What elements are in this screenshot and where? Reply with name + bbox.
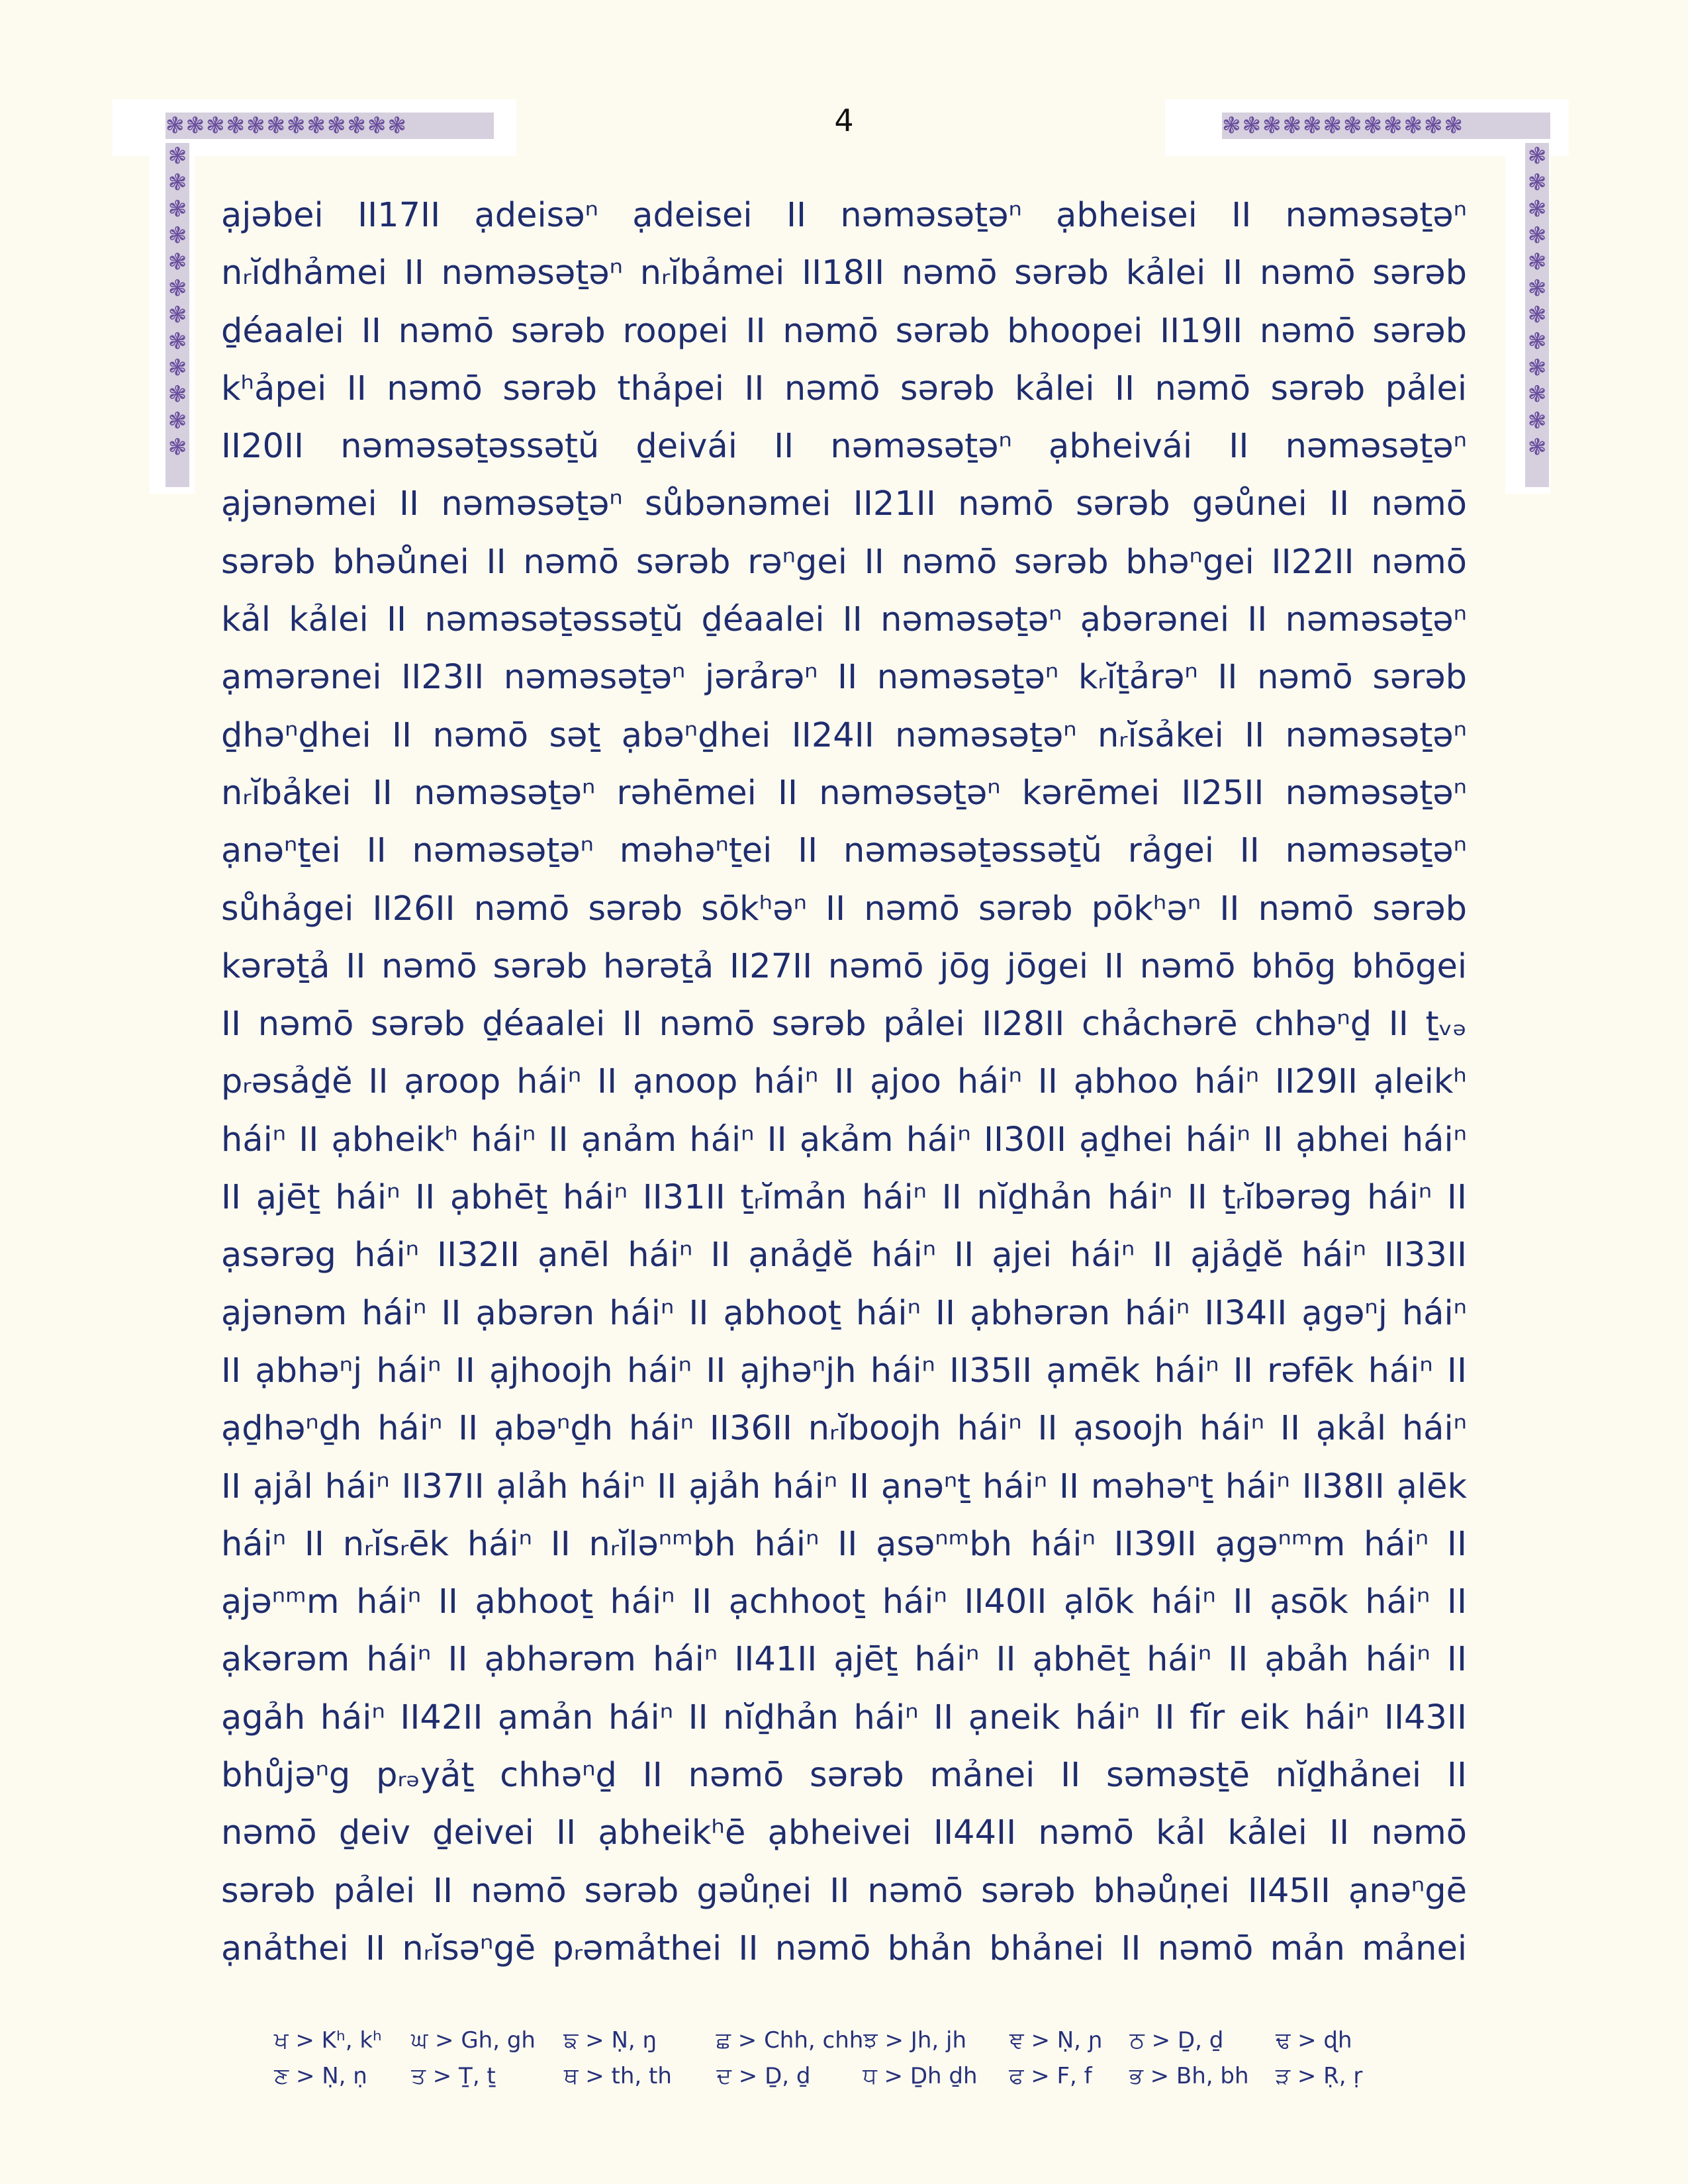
text-line: II20II nəməsəṯəssəṯŭ ḏeivái II nəməsəṯəⁿ ạbheivái II nəməsəṯəⁿ: [221, 427, 1467, 467]
text-line: ạnəⁿṯei II nəməsəṯəⁿ məhəⁿṯei II nəməsəṯəssəṯŭ rảgei II nəməsəṯəⁿ: [221, 831, 1467, 871]
body-text: [221, 187, 1467, 1978]
text-line: ạgảh háiⁿ II42II ạmản háiⁿ II nĭḏhản háiⁿ II ạneik háiⁿ II fĭr eik háiⁿ II43II: [221, 1698, 1467, 1737]
legend-item: ਢ > ɖh: [1276, 2027, 1352, 2054]
legend-item: ਥ > th, th: [563, 2063, 672, 2089]
text-line: II nəmō sərəb ḏéaalei II nəmō sərəb pảlei II28II chảchərē chhəⁿḏ II ṯᵥₔ: [221, 1005, 1467, 1044]
legend-item: ਣ > Ṇ, ṇ: [274, 2063, 367, 2089]
text-line: sərəb bhəůnei II nəmō sərəb rəⁿgei II nəmō sərəb bhəⁿgei II22II nəmō: [221, 542, 1467, 582]
ornament-left: ❃❃❃❃❃❃❃❃❃❃❃❃: [165, 143, 189, 487]
legend-item: ਧ > Ḏh ḏh: [863, 2063, 978, 2089]
text-line: nəmō ḏeiv ḏeivei II ạbheikʰē ạbheivei II44II nəmō kảl kảlei II nəmō: [221, 1813, 1467, 1853]
text-line: ạjəbei II17II ạdeisəⁿ ạdeisei II nəməsəṯəⁿ ạbheisei II nəməsəṯəⁿ: [221, 196, 1467, 235]
text-line: ạjənəmei II nəməsəṯəⁿ sůbənəmei II21II nəmō sərəb gəůnei II nəmō: [221, 484, 1467, 524]
text-line: háiⁿ II ạbheikʰ háiⁿ II ạnảm háiⁿ II ạkảm háiⁿ II30II ạḏhei háiⁿ II ạbhei háiⁿ: [221, 1120, 1467, 1160]
legend-row: [274, 2023, 1413, 2058]
legend-item: ਫ > F, f: [1009, 2063, 1092, 2089]
legend-item: ਠ > Ḏ, ḏ: [1129, 2027, 1224, 2054]
ornament-top-right: ❃❃❃❃❃❃❃❃❃❃❃❃: [1222, 113, 1550, 139]
text-line: sůhảgei II26II nəmō sərəb sōkʰəⁿ II nəmō sərəb pōkʰəⁿ II nəmō sərəb: [221, 889, 1467, 929]
text-line: II ạjảl háiⁿ II37II ạlảh háiⁿ II ạjảh háiⁿ II ạnəⁿṯ háiⁿ II məhəⁿṯ háiⁿ II38II ạlēk: [221, 1467, 1467, 1506]
legend-item: ਛ > Chh, chh: [716, 2027, 864, 2054]
text-line: bhůjəⁿg pᵣₔyảṯ chhəⁿḏ II nəmō sərəb mảnei II səməsṯē nĭḏhảnei II: [221, 1756, 1467, 1796]
text-line: ạjənəm háiⁿ II ạbərən háiⁿ II ạbhooṯ háiⁿ II ạbhərən háiⁿ II34II ạgəⁿj háiⁿ: [221, 1293, 1467, 1333]
ornament-right: ❃❃❃❃❃❃❃❃❃❃❃❃: [1525, 143, 1549, 487]
text-line: ạjəⁿᵐm háiⁿ II ạbhooṯ háiⁿ II ạchhooṯ háiⁿ II40II ạlōk háiⁿ II ạsōk háiⁿ II: [221, 1582, 1467, 1622]
legend-item: ਤ > Ṯ, ṯ: [411, 2063, 496, 2089]
text-line: sərəb pảlei II nəmō sərəb gəůṇei II nəmō sərəb bhəůṇei II45II ạnəⁿgē: [221, 1871, 1467, 1911]
ornament-top-left: ❃❃❃❃❃❃❃❃❃❃❃❃: [165, 113, 494, 139]
text-line: pᵣəsảḏĕ II ạroop háiⁿ II ạnoop háiⁿ II ạjoo háiⁿ II ạbhoo háiⁿ II29II ạleikʰ: [221, 1062, 1467, 1102]
text-line: kərəṯả II nəmō sərəb hərəṯả II27II nəmō jōg jōgei II nəmō bhōg bhōgei: [221, 946, 1467, 986]
text-line: ḏéaalei II nəmō sərəb roopei II nəmō sərəb bhoopei II19II nəmō sərəb: [221, 311, 1467, 351]
legend-item: ਝ > Jh, jh: [863, 2027, 966, 2054]
legend-item: ਞ > Ṇ, ɲ: [1009, 2027, 1103, 2054]
legend-item: ਭ > Bh, bh: [1129, 2063, 1249, 2089]
text-line: II ạbhəⁿj háiⁿ II ạjhoojh háiⁿ II ạjhəⁿjh háiⁿ II35II ạmēk háiⁿ II rəfēk háiⁿ II: [221, 1351, 1467, 1390]
text-line: ạsərəg háiⁿ II32II ạnēl háiⁿ II ạnảḏĕ háiⁿ II ạjei háiⁿ II ạjảḏĕ háiⁿ II33II: [221, 1236, 1467, 1275]
legend-row: [274, 2058, 1413, 2094]
text-line: ạkərəm háiⁿ II ạbhərəm háiⁿ II41II ạjēṯ háiⁿ II ạbhēṯ háiⁿ II ạbảh háiⁿ II: [221, 1640, 1467, 1680]
page-number: 4: [834, 103, 854, 138]
text-line: nᵣĭdhảmei II nəməsəṯəⁿ nᵣĭbảmei II18II nəmō sərəb kảlei II nəmō sərəb: [221, 253, 1467, 293]
text-line: kʰảpei II nəmō sərəb thảpei II nəmō sərəb kảlei II nəmō sərəb pảlei: [221, 369, 1467, 408]
legend-item: ੜ > Ṛ, ṛ: [1275, 2063, 1363, 2089]
text-line: ḏhəⁿḏhei II nəmō səṯ ạbəⁿḏhei II24II nəməsəṯəⁿ nᵣĭsảkei II nəməsəṯəⁿ: [221, 715, 1467, 755]
text-line: háiⁿ II nᵣĭsᵣēk háiⁿ II nᵣĭləⁿᵐbh háiⁿ II ạsəⁿᵐbh háiⁿ II39II ạgəⁿᵐm háiⁿ II: [221, 1524, 1467, 1564]
text-line: ạnảthei II nᵣĭsəⁿgē pᵣəmảthei II nəmō bhản bhảnei II nəmō mản mảnei: [221, 1929, 1467, 1968]
text-line: nᵣĭbảkei II nəməsəṯəⁿ rəhēmei II nəməsəṯəⁿ kərēmei II25II nəməsəṯəⁿ: [221, 773, 1467, 813]
legend-item: ਘ > Gh, gh: [410, 2027, 536, 2054]
legend-item: ਦ > Ḏ, ḏ: [716, 2063, 811, 2089]
transliteration-legend: [274, 2023, 1413, 2094]
legend-item: ਖ > Kʰ, kʰ: [274, 2027, 382, 2054]
text-line: ạḏhəⁿḏh háiⁿ II ạbəⁿḏh háiⁿ II36II nᵣĭboojh háiⁿ II ạsoojh háiⁿ II ạkảl háiⁿ: [221, 1409, 1467, 1449]
legend-item: ਙ > Ṇ, ŋ: [563, 2027, 657, 2054]
text-line: kảl kảlei II nəməsəṯəssəṯŭ ḏéaalei II nəməsəṯəⁿ ạbərənei II nəməsəṯəⁿ: [221, 600, 1467, 640]
text-line: ạmərənei II23II nəməsəṯəⁿ jərảrəⁿ II nəməsəṯəⁿ kᵣĭṯảrəⁿ II nəmō sərəb: [221, 658, 1467, 698]
text-line: II ạjēṯ háiⁿ II ạbhēṯ háiⁿ II31II ṯᵣĭmản háiⁿ II nĭḏhản háiⁿ II ṯᵣĭbərəg háiⁿ II: [221, 1178, 1467, 1218]
